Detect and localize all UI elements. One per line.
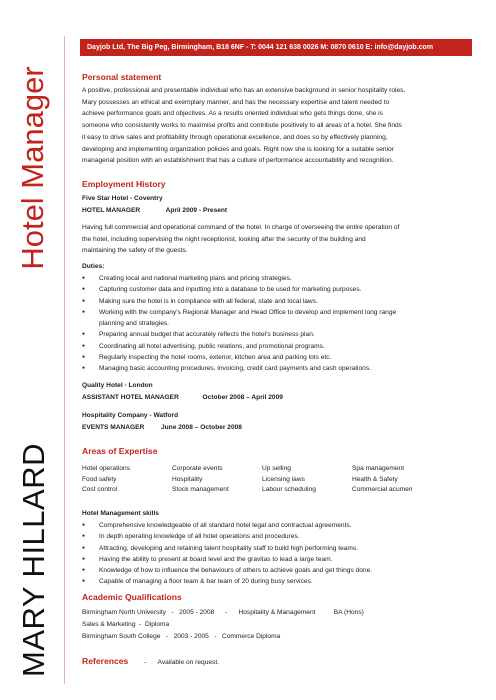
divider-line	[64, 36, 65, 684]
expertise-item: Hotel operations	[82, 465, 131, 472]
list-item: ● Coordinating all hotel advertising, public relations, and promotional programs.	[82, 341, 472, 352]
candidate-name-vertical: MARY HILLARD	[16, 443, 51, 677]
references-separator: -	[144, 659, 147, 666]
references-text: Available on request.	[157, 659, 220, 666]
references-row	[82, 656, 219, 666]
expertise-item: Licensing laws	[262, 475, 305, 483]
list-item: ● Creating local and national marketing plans and pricing strategies.	[82, 273, 472, 284]
academic-line-3: Birmingham South College - 2003 - 2005 - Commerce Diploma	[82, 633, 281, 640]
text-line: developing and implementing organization policies and goals. Right now she is looking for a suitable senior	[82, 145, 394, 153]
list-item: ● Managing basic accounting procedures, invoicing, credit card payments and cash operations.	[82, 363, 472, 374]
expertise-item: Spa management	[352, 465, 405, 472]
expertise-row	[82, 464, 472, 475]
skills-label: Hotel Management skills	[82, 510, 159, 517]
list-item: ● Regularly inspecting the hotel rooms, exterior, kitchen area and parking lots etc.	[82, 352, 472, 363]
skills-list	[82, 520, 472, 588]
academic-qualifications-heading: Academic Qualifications	[82, 592, 182, 602]
list-item: ● Comprehensive knowledgeable of all standard hotel legal and contractual agreements.	[82, 520, 472, 531]
document-title-vertical: Hotel Manager	[15, 66, 50, 270]
text-line: A positive, professional and presentable individual who has an extensive background in senior hospitality roles.	[82, 87, 406, 94]
expertise-item: Up selling	[262, 465, 291, 472]
job3-title-row	[82, 424, 242, 431]
expertise-item: Health & Safety	[352, 475, 398, 483]
duties-list	[82, 273, 472, 375]
text-line: maintaining the safety of the guests.	[82, 247, 188, 255]
job1-description	[82, 222, 472, 257]
expertise-item: Hospitality	[172, 475, 203, 483]
job2-title: ASSISTANT HOTEL MANAGER	[82, 394, 179, 401]
list-item: ● Having the ability to present at board level and the gravitas to lead a large team.	[82, 554, 472, 565]
text-line: it easy to drive sales and profitability through operational excellence, and does so by effectively planning,	[82, 133, 388, 141]
expertise-grid	[82, 464, 472, 496]
job2-title-row	[82, 394, 283, 401]
duties-label: Duties:	[82, 263, 105, 270]
contact-bar: Dayjob Ltd, The Big Peg, Birmingham, B18 6NF - T: 0044 121 638 0026 M: 0870 0610 E: info@dayjob.com	[80, 39, 472, 56]
list-item: ● Knowledge of how to influence the behaviours of others to achieve goals and get things done.	[82, 565, 472, 576]
list-item: ● Making sure the hotel is in compliance with all federal, state and local laws.	[82, 296, 472, 307]
text-line: someone who consistently works to maximise profits and contribute positively to all areas of a hotel. She finds	[82, 122, 402, 130]
text-line: managerial position with an establishment that has a culture of performance accountability and recognition.	[82, 157, 394, 165]
job3-dates: June 2008 – October 2008	[160, 424, 242, 431]
expertise-item: Stock management	[172, 486, 229, 493]
expertise-item: Cost control	[82, 486, 118, 493]
expertise-row	[82, 485, 472, 496]
list-item: ● In depth operating knowledge of all hotel operations and procedures.	[82, 531, 472, 542]
job3-company: Hospitality Company - Watford	[82, 412, 179, 419]
academic-line-1: Birmingham North University - 2005 - 2008 - Hospitality & Management BA (Hons)	[82, 609, 364, 616]
expertise-item: Commercial acumen	[352, 486, 413, 493]
text-line: Mary possesses an ethical and exemplary manner, and has the necessary expertise and talent needed to	[82, 98, 390, 106]
references-heading: References	[82, 656, 129, 666]
personal-statement-heading: Personal statement	[82, 72, 162, 82]
job1-title-row	[82, 207, 227, 214]
expertise-row	[82, 475, 472, 486]
job2-dates: October 2008 – April 2009	[202, 394, 283, 401]
job1-dates: April 2009 - Present	[165, 207, 228, 214]
employment-history-heading: Employment History	[82, 179, 166, 189]
list-item: ● Preparing annual budget that accurately reflects the hotel's business plan.	[82, 329, 472, 340]
text-line: achieve performance goals and objectives. As a results oriented individual who gets things done, she is	[82, 110, 383, 118]
job3-title: EVENTS MANAGER	[82, 424, 145, 431]
job1-title: HOTEL MANAGER	[82, 207, 141, 214]
expertise-item: Food safety	[82, 475, 117, 483]
list-item: ● Capturing customer data and inputting into a database to be used for marketing purposes.	[82, 284, 472, 295]
expertise-item: Corporate events	[172, 465, 223, 472]
areas-of-expertise-heading: Areas of Expertise	[82, 446, 158, 456]
expertise-item: Labour scheduling	[262, 486, 316, 493]
list-item: ● Capable of managing a floor team & bar team of 20 during busy services.	[82, 576, 472, 587]
job2-company: Quality Hotel - London	[82, 382, 153, 389]
academic-line-2: Sales & Marketing - Diploma	[82, 621, 170, 628]
job1-company: Five Star Hotel - Coventry	[82, 195, 163, 202]
text-line: Having full commercial and operational command of the hotel. In charge of overseeing the entire operation of	[82, 224, 400, 231]
text-line: the hotel, including supervising the night receptionist, looking after the security of the building and	[82, 235, 366, 243]
list-item: ● Working with the company's Regional Manager and Head Office to develop and implement long range planning and strategies.	[82, 307, 472, 330]
list-item: ● Attracting, developing and retaining talent hospitality staff to build high performing teams.	[82, 543, 472, 554]
personal-statement-text	[82, 85, 472, 167]
